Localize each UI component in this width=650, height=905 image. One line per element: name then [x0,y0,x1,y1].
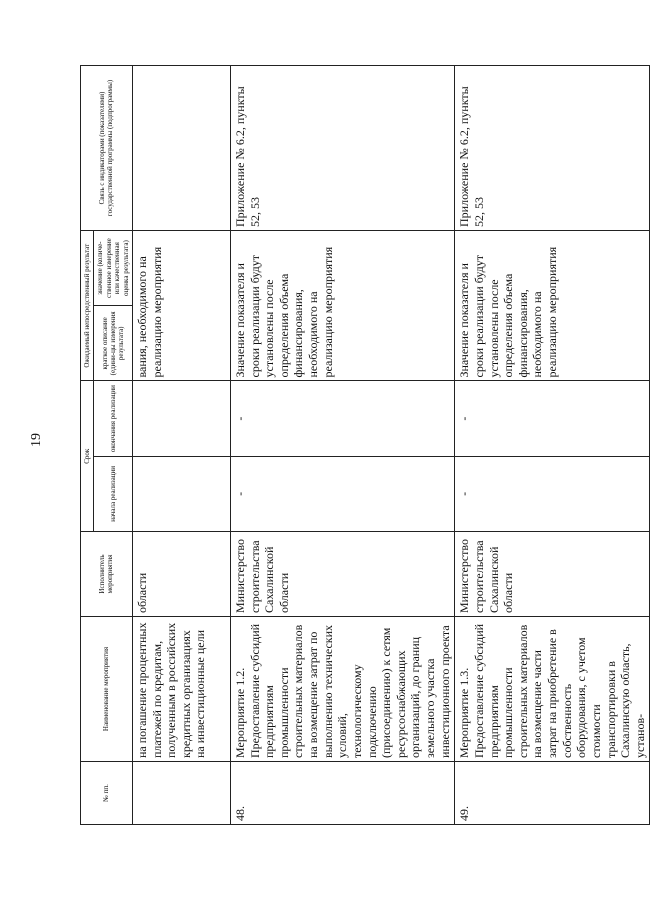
row-name: на погашение процентных платежей по кредитам, полученным в российских кредитных организациях на инвестиционные цели [132,617,230,762]
row-name: Мероприятие 1.2. Предоставление субсидий предприятиям промышленности строительных материалов на возмещение затрат по выполнению технических условий, технологическому подключению (присоединению) к сетям ресурсоснабжающих организаций, до границ земельного участка инвестиционного проекта [230,617,454,762]
row-num: 49. [455,762,650,825]
row-short-desc: Значение показателя и сроки реализации будут установлены после определения объема финансирования, необходимого на реализацию мероприятия [230,231,454,382]
header-end: окончания реализации [94,381,133,456]
header-link: Связь с индикаторами (показателями) государственной программы (подпрограммы) [81,66,133,231]
row-end [132,381,230,456]
header-qty-desc: значение (количе-ственное измерение или качественная оценка результата) [94,231,133,306]
row-link: Приложение № 6.2, пункты 52, 53 [230,66,454,231]
row-name: Мероприятие 1.3. Предоставление субсидий предприятиям промышленности строительных материалов на возмещение части затрат на приобретение в собственность оборудования, с учетом стоимости транспортировки в Сахалинскую область, установ- [455,617,650,762]
header-name: Наименование мероприятия [81,617,133,762]
page-number: 19 [29,433,44,447]
row-start: - [230,456,454,531]
row-num [132,762,230,825]
rotated-table-wrapper [80,65,647,825]
row-short-desc: вания, необходимого на реализацию мероприятия [132,231,230,382]
header-start: начала реализации [94,456,133,531]
header-short-desc: краткое описание (едини-цы измерения результата) [94,306,133,381]
row-short-desc: Значение показателя и сроки реализации будут установлены после определения объема финансирования, необходимого на реализацию мероприятия [455,231,650,382]
header-term: Срок [81,381,94,532]
table-row [132,66,230,825]
table-row [230,66,454,825]
header-num: № пп. [81,762,133,825]
table-row [455,66,650,825]
row-executor: Министерство строительства Сахалинской области [230,532,454,617]
row-start [132,456,230,531]
row-link [132,66,230,231]
row-executor: области [132,532,230,617]
row-end: - [230,381,454,456]
row-executor: Министерство строительства Сахалинской области [455,532,650,617]
header-executor: Исполнитель мероприятия [81,532,133,617]
row-num: 48. [230,762,454,825]
row-start: - [455,456,650,531]
row-end: - [455,381,650,456]
header-expected: Ожидаемый непосредственный результат [81,231,94,382]
activities-table [80,65,650,825]
row-link: Приложение № 6.2, пункты 52, 53 [455,66,650,231]
